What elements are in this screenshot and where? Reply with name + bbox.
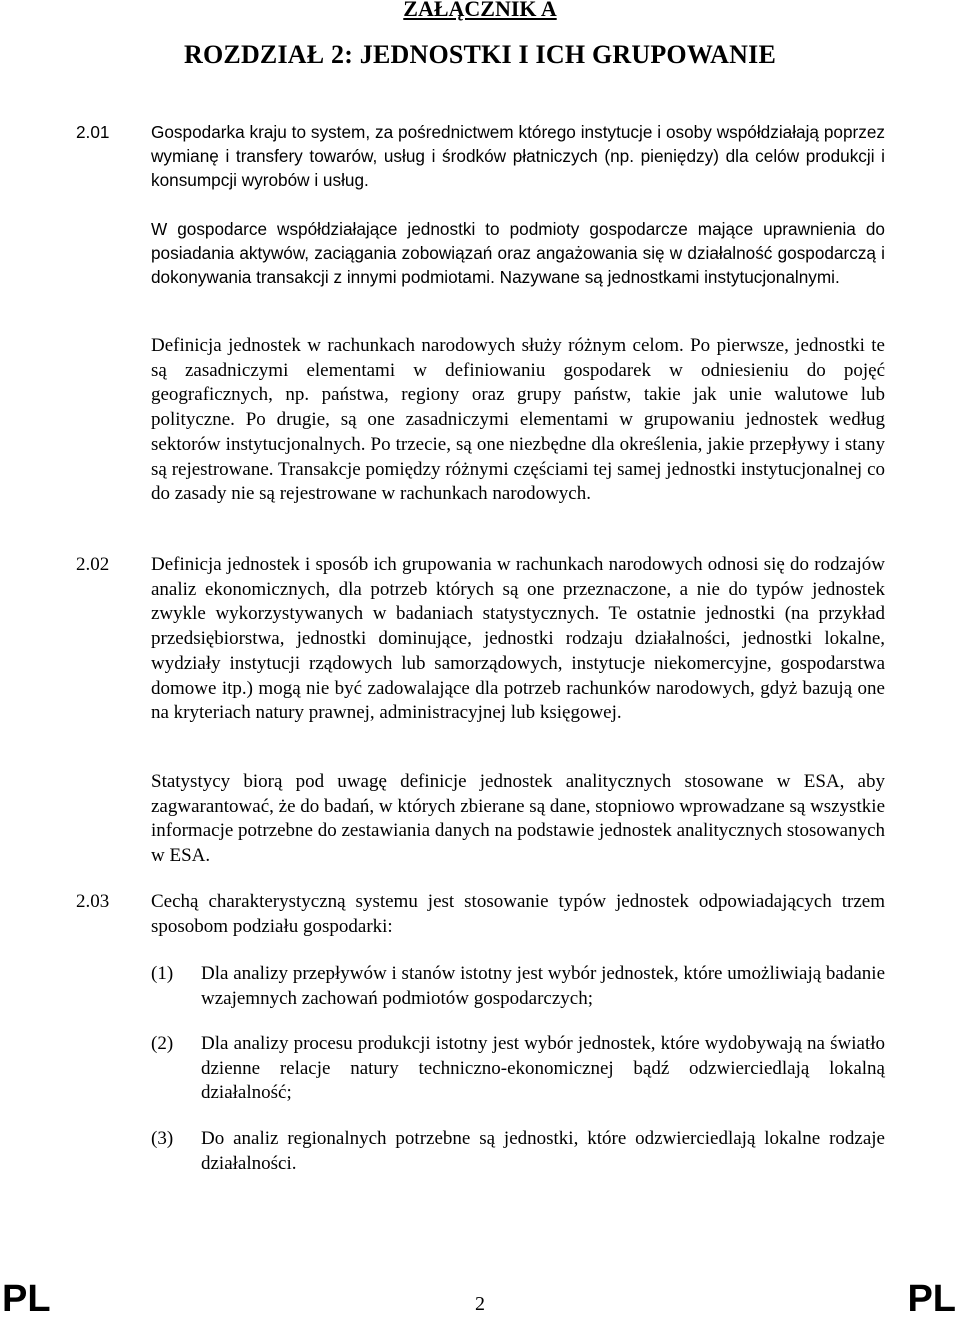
- list-item-text: Dla analizy przepływów i stanów istotny jest wybór jednostek, które umożliwiają badanie wzajemnych zachowań podmiotów gospodarczych;: [201, 963, 885, 1009]
- paragraph: W gospodarce współdziałające jednostki to podmioty gospodarcze mające uprawnienia do posiadania aktywów, zaciągania zobowiązań oraz angażowania się w działalność gospodarczą i dokonywania transakcji z innymi podmiotami. Nazywane są jednostkami instytucjonalnymi.: [151, 219, 885, 288]
- chapter-title: ROZDZIAŁ 2: JEDNOSTKI I ICH GRUPOWANIE: [184, 40, 776, 69]
- footer-language-right: PL: [907, 1278, 956, 1320]
- annex-heading: ZAŁĄCZNIK A: [403, 0, 557, 21]
- list-item-label: (3): [151, 1128, 174, 1149]
- section-number: 2.03: [76, 891, 110, 912]
- paragraph: Cechą charakterystyczną systemu jest stosowanie typów jednostek odpowiadających trzem sposobom podziału gospodarki:: [151, 891, 885, 937]
- paragraph: Definicja jednostek i sposób ich grupowania w rachunkach narodowych odnosi się do rodzajów analiz ekonomicznych, dla potrzeb których są one przeznaczone, a nie do typów jednostek zwykle wykorzystywanych w badaniach statystycznych. Te ostatnie jednostki (na przykład przedsiębiorstwa, jednostki dominujące, jednostki rodzaju działalności, jednostki lokalne, wydziały instytucji rządowych lub samorządowych, instytucje niekomercyjne, gospodarstwa domowe itp.) mogą nie być zadowalające dla potrzeb rachunków narodowych, gdyż bazują one na kryteriach natury prawnej, administracyjnej lub księgowej.: [151, 554, 885, 724]
- list-item-label: (2): [151, 1033, 174, 1054]
- paragraph: Definicja jednostek w rachunkach narodowych służy różnym celom. Po pierwsze, jednostki te są zasadniczymi elementami w definiowaniu gospodarek w odniesieniu do pojęć geograficznych, np. państwa, regiony oraz grupy państw, takie jak unie walutowe lub polityczne. Po drugie, są one zasadniczymi elementami w grupowaniu jednostek według sektorów instytucjonalnych. Po trzecie, są one niezbędne dla określenia, jakie przepływy i stany są rejestrowane. Transakcje pomiędzy różnymi częściami tej samej jednostki instytucjonalnej co do zasady nie są rejestrowane w rachunkach narodowych.: [151, 335, 885, 505]
- list-item-text: Do analiz regionalnych potrzebne są jednostki, które odzwierciedlają lokalne rodzaje działalności.: [201, 1128, 885, 1174]
- page-number: 2: [475, 1293, 485, 1315]
- footer-language-left: PL: [2, 1278, 51, 1320]
- section-number: 2.02: [76, 554, 110, 575]
- section-number: 2.01: [76, 122, 110, 142]
- list-item-label: (1): [151, 963, 174, 984]
- paragraph: Statystycy biorą pod uwagę definicje jednostek analitycznych stosowane w ESA, aby zagwarantować, że do badań, w których zbierane są dane, stopniowo wprowadzane są wszystkie informacje potrzebne do zestawiania danych na podstawie jednostek analitycznych stosowanych w ESA.: [151, 771, 885, 867]
- list-item-text: Dla analizy procesu produkcji istotny jest wybór jednostek, które wydobywają na światło dzienne relacje natury techniczno-ekonomicznej bądź odzwierciedlają lokalną działalność;: [201, 1033, 885, 1104]
- paragraph: Gospodarka kraju to system, za pośrednictwem którego instytucje i osoby współdziałają poprzez wymianę i transfery towarów, usług i środków płatniczych (np. pieniędzy) dla celów produkcji i konsumpcji wyrobów i usług.: [151, 122, 885, 191]
